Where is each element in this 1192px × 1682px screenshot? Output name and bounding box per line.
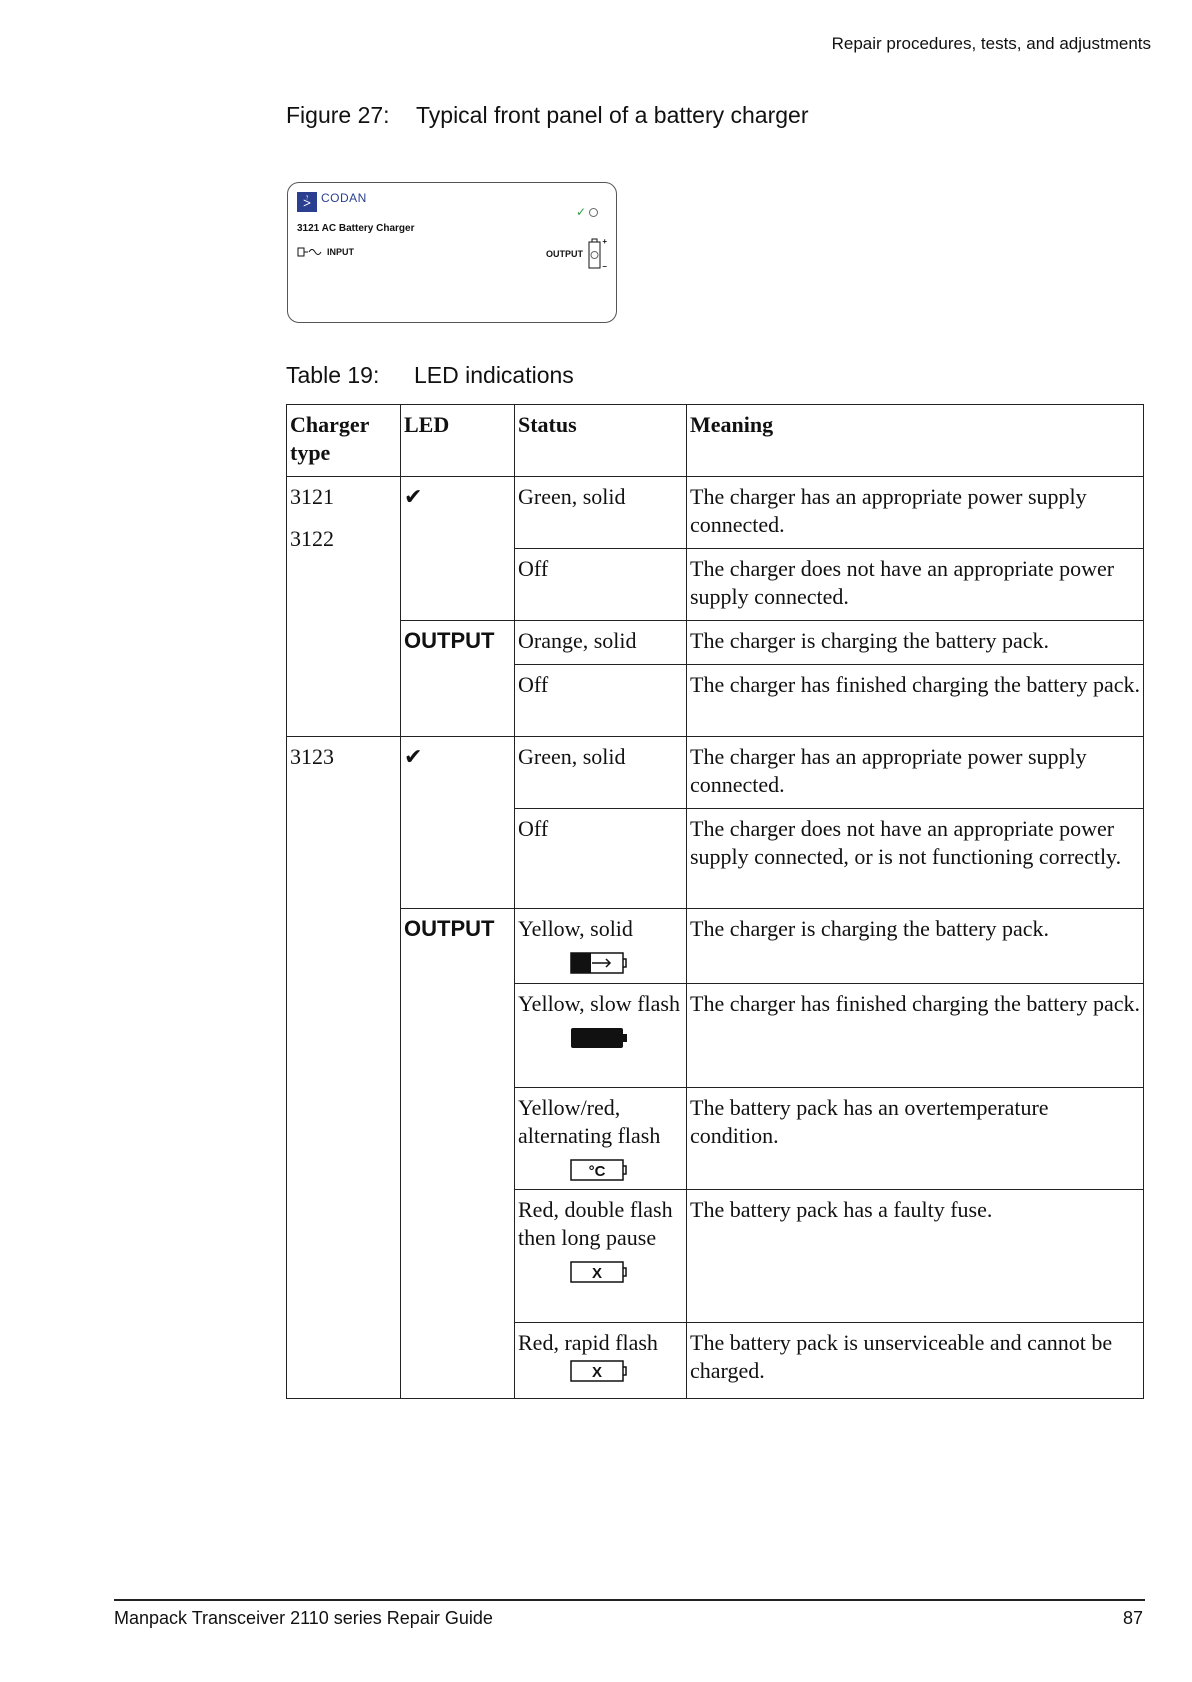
power-led: [576, 205, 598, 219]
battery-fault-icon: [570, 1260, 628, 1284]
status-cell: Off: [515, 809, 687, 909]
status-cell: Off: [515, 549, 687, 621]
header-status: Status: [515, 405, 687, 477]
meaning-cell: The battery pack is unserviceable and cannot be charged.: [687, 1323, 1144, 1399]
status-cell: Orange, solid: [515, 621, 687, 665]
status-cell: Red, double flash then long pause X: [515, 1190, 687, 1323]
panel-input: [297, 245, 354, 259]
charger-type-cell: 3123: [287, 737, 401, 1399]
icon-text-x: X: [591, 1265, 603, 1282]
table-label: Table 19:: [286, 362, 380, 388]
battery-full-icon: [570, 1026, 628, 1050]
table-row: [287, 477, 1144, 549]
status-cell: Off: [515, 665, 687, 737]
ac-plug-icon: [297, 245, 325, 259]
status-cell: Yellow, slow flash: [515, 984, 687, 1088]
panel-output-label: OUTPUT: [546, 249, 583, 259]
table-row: [287, 737, 1144, 809]
checkmark-icon: ✔: [404, 744, 423, 769]
meaning-cell: The battery pack has a faulty fuse.: [687, 1190, 1144, 1323]
header-meaning: Meaning: [687, 405, 1144, 477]
meaning-cell: The charger is charging the battery pack.: [687, 909, 1144, 984]
page-number: 87: [1122, 1608, 1143, 1628]
meaning-cell: The charger has an appropriate power supply connected.: [687, 477, 1144, 549]
icon-text-x: X: [591, 1364, 603, 1381]
figure-caption: [286, 102, 809, 129]
meaning-cell: The charger has finished charging the battery pack.: [687, 984, 1144, 1088]
minus-sign: –: [602, 262, 607, 271]
led-output-cell: OUTPUT: [401, 909, 515, 1399]
status-cell: Green, solid: [515, 737, 687, 809]
status-cell: Green, solid: [515, 477, 687, 549]
battery-overtemp-icon: [570, 1158, 628, 1182]
codan-logo-icon: ⩼: [297, 192, 317, 212]
led-indications-table: [286, 404, 1144, 1399]
led-dot-icon: [589, 208, 598, 217]
header-led: LED: [401, 405, 515, 477]
status-cell: Yellow, solid: [515, 909, 687, 984]
footer-rule: [114, 1599, 1145, 1601]
charger-type-cell: 3121 3122: [287, 477, 401, 737]
table-title: LED indications: [414, 362, 574, 388]
battery-fault-icon: [570, 1359, 628, 1383]
status-cell: Yellow/red, alternating flash °C: [515, 1088, 687, 1190]
led-output-cell: OUTPUT: [401, 621, 515, 737]
table-header-row: [287, 405, 1144, 477]
status-cell: Red, rapid flash X: [515, 1323, 687, 1399]
footer-title: Manpack Transceiver 2110 series Repair Guide: [114, 1608, 493, 1628]
meaning-cell: The charger has an appropriate power supply connected.: [687, 737, 1144, 809]
panel-input-label: INPUT: [327, 247, 354, 257]
led-check-cell: [401, 477, 515, 621]
checkmark-icon: ✓: [575, 205, 586, 219]
checkmark-icon: ✔: [404, 484, 423, 509]
panel-brand: CODAN: [321, 191, 367, 205]
panel-model: 3121 AC Battery Charger: [297, 223, 415, 234]
led-check-cell: [401, 737, 515, 909]
table-caption: [286, 362, 574, 389]
panel-output: [546, 237, 607, 271]
table-row: [287, 621, 1144, 665]
meaning-cell: The battery pack has an overtemperature condition.: [687, 1088, 1144, 1190]
plus-sign: +: [602, 237, 607, 246]
battery-charging-icon: [570, 951, 628, 975]
meaning-cell: The charger is charging the battery pack.: [687, 621, 1144, 665]
meaning-cell: The charger does not have an appropriate power supply connected.: [687, 549, 1144, 621]
figure-label: Figure 27:: [286, 102, 390, 128]
charger-front-panel: [287, 182, 617, 323]
table-row: [287, 909, 1144, 984]
figure-title: Typical front panel of a battery charger: [416, 102, 809, 128]
header-charger-type: Charger type: [287, 405, 401, 477]
meaning-cell: The charger has finished charging the battery pack.: [687, 665, 1144, 737]
icon-text-celsius: °C: [588, 1163, 606, 1180]
meaning-cell: The charger does not have an appropriate power supply connected, or is not functioning correctly.: [687, 809, 1144, 909]
running-head: Repair procedures, tests, and adjustments: [831, 34, 1151, 53]
